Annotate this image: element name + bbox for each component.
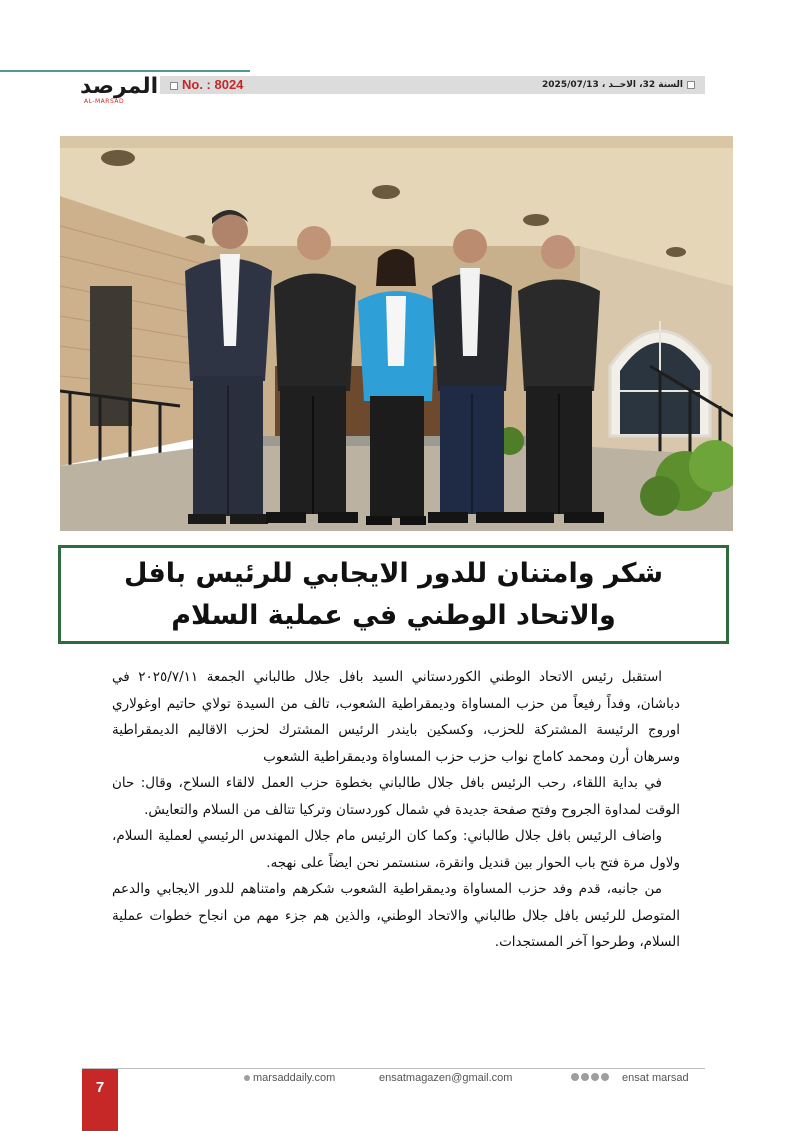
issue-number-text: No. : 8024 [182,77,244,92]
square-bullet-icon [170,82,178,90]
article-paragraph-1: استقبل رئيس الاتحاد الوطني الكوردستاني السيد بافل جلال طالباني الجمعة ٢٠٢٥/٧/١١ في دباشان، وفداً رفيعاً من حزب المساواة وديمقراطية الشعوب، تالف من السيدة تولاي حاتيم اوغولاري اوروج الرئيسة المشتركة للحزب، وكسكين بايندر الرئيس المشترك لحزب الاقاليم الديمقراطية وسرهان أرن ومحمد كاماج نواب حزب حزب المساواة وديمقراطية الشعوب [112,669,680,765]
headline-line-1: شكر وامتنان للدور الايجابي للرئيس بافل [124,557,663,589]
logo-text: المرصد [80,74,159,99]
issue-header-bar [160,76,705,94]
footer-brand: ensat marsad [622,1072,689,1084]
instagram-icon[interactable] [591,1073,599,1081]
page-number-tab [82,1069,118,1131]
article-paragraph-2: في بداية اللقاء، رحب الرئيس بافل جلال طالباني بخطوة حزب العمل لالقاء السلاح، وقال: حان الوقت لمداوة الجروح وفتح صفحة جديدة في شمال كوردستان وتركيا تتالف من السلام والتعايش. [112,775,680,818]
youtube-icon[interactable] [601,1073,609,1081]
footer-website[interactable] [244,1072,335,1084]
footer-social-icons [571,1073,609,1081]
article-paragraph-4: من جانبه، قدم وفد حزب المساواة وديمقراطية الشعوب شكرهم وامتناهم للدور الايجابي والدعم المتوصل للرئيس بافل جلال طالباني والاتحاد الوطني، والذين هم جزء مهم من انجاح خطوات عملية السلام، وطرحوا آخر المستجدات. [112,881,680,950]
square-bullet-icon [687,81,695,89]
ceiling-lamp-icon [372,185,400,199]
web-icon [244,1075,250,1081]
headline-box [58,545,729,644]
footer-website-text: marsaddaily.com [253,1072,336,1084]
issue-date [542,76,699,94]
article-photo [60,136,733,531]
issue-date-text: السنة 32، الاحــد ، 2025/07/13 [542,80,683,90]
twitter-icon[interactable] [581,1073,589,1081]
article-paragraph-3: واضاف الرئيس بافل جلال طالباني: وكما كان الرئيس مام جلال المهندس الرئيسي لعملية السلام، ولاول مرة فتح باب الحوار بين قنديل وانقرة، سنستمر نحن ايضاً على نهجه. [112,828,680,871]
page-number: 7 [95,1079,105,1096]
facebook-icon[interactable] [571,1073,579,1081]
issue-number [166,76,243,94]
footer-rule [82,1068,705,1069]
logo-subtext: AL-MARSAD [84,98,125,105]
headline-line-2: والاتحاد الوطني في عملية السلام [171,599,616,631]
ceiling-lamp-icon [666,247,686,257]
ceiling-lamp-icon [101,150,135,166]
publication-logo [80,74,160,104]
group-photo-illustration [60,136,733,531]
footer-email[interactable]: ensatmagazen@gmail.com [379,1072,513,1084]
top-decorative-rule [0,70,250,72]
ceiling-lamp-icon [523,214,549,226]
article-body [112,664,680,956]
